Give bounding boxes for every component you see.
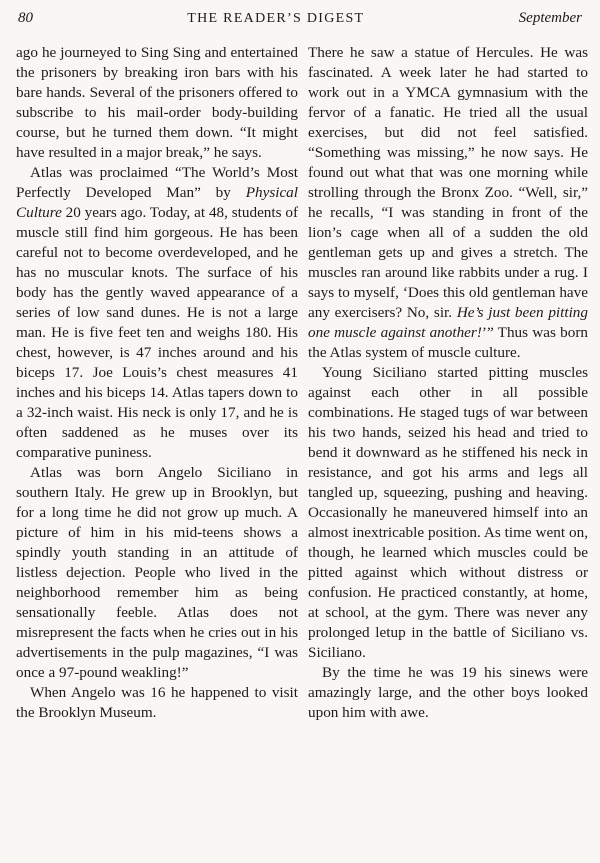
paragraph: By the time he was 19 his sinews were amazingly large, and the other boys looked upon him with awe. (308, 664, 588, 721)
italic-quote: He’s just been pitting one muscle against another! (308, 304, 588, 341)
issue-month: September (518, 10, 582, 26)
text-run: 20 years ago. Today, at 48, students of muscle still find him gorgeous. He has been careful not to become overdeveloped, and he has no muscular knots. The surface of his body has the gently waved appearance of a series of low sand dunes. He is not a large man. He is five feet ten and weighs 180. His chest, however, is 47 inches around and his biceps 17. Joe Louis’s chest measures 41 inches and his biceps 14. Atlas tapers down to a 32-inch waist. His neck is only 17, and he is often saddened as he muses over its comparative puniness. (16, 204, 298, 461)
running-header (18, 10, 582, 32)
paragraph: When Angelo was 16 he happened to visit the Brooklyn Museum. (16, 684, 298, 721)
text-run: Atlas was proclaimed “The World’s Most Perfectly Developed Man” by (16, 164, 298, 201)
paragraph (308, 43, 588, 363)
page-number: 80 (18, 10, 33, 26)
italic-magazine-name: Physical Culture (16, 184, 298, 221)
paragraph: Young Siciliano started pitting muscles against each other in all possible combinations. He staged tugs of war between his two hands, seized his head and tried to bend it downward as he stiffened his neck in resistance, and got his arms and legs all tangled up, squeezing, pushing and heaving. Occasionally he maneuvered himself into an almost inextricable position. As time went on, though, he learned which muscles could be pitted against which without distress or confusion. He practiced constantly, at home, at school, at the gym. There was never any prolonged letup in the battle of Siciliano vs. Siciliano. (308, 364, 588, 661)
paragraph: ago he journeyed to Sing Sing and entertained the prisoners by breaking iron bars with his bare hands. Several of the prisoners offered to subscribe to his mail-order body-building course, but he turned them down. “It might have resulted in a major break,” he says. (16, 44, 298, 161)
right-column (308, 43, 588, 723)
paragraph: Atlas was born Angelo Siciliano in southern Italy. He grew up in Brooklyn, but for a long time he did not grow up much. A picture of him in his mid-teens shows a spindly youth standing in an attitude of listless dejection. People who lived in the neighborhood remember him as being sensationally feeble. Atlas does not misrepresent the facts when he cries out in his advertisements in the pulp magazines, “I was once a 97-pound weakling!” (16, 464, 298, 681)
left-column (16, 43, 298, 723)
paragraph (16, 163, 298, 463)
magazine-title: THE READER’S DIGEST (187, 11, 365, 26)
text-run: There he saw a statue of Hercules. He was fascinated. A week later he had started to work out in a YMCA gymnasium with the fervor of a fanatic. He tried all the usual exercises, but did not feel satisfied. “Something was missing,” he now says. He found out what that was one morning while strolling through the Bronx Zoo. “Well, sir,” he recalls, “I was standing in front of the lion’s cage when all of a sudden the old gentleman gets up and gives a stretch. The muscles ran around like rabbits under a rug. I says to myself, ‘Does this old gentleman have any exercisers? No, sir. (308, 44, 588, 321)
text-run: ’” Thus was born the Atlas system of muscle culture. (308, 324, 588, 361)
